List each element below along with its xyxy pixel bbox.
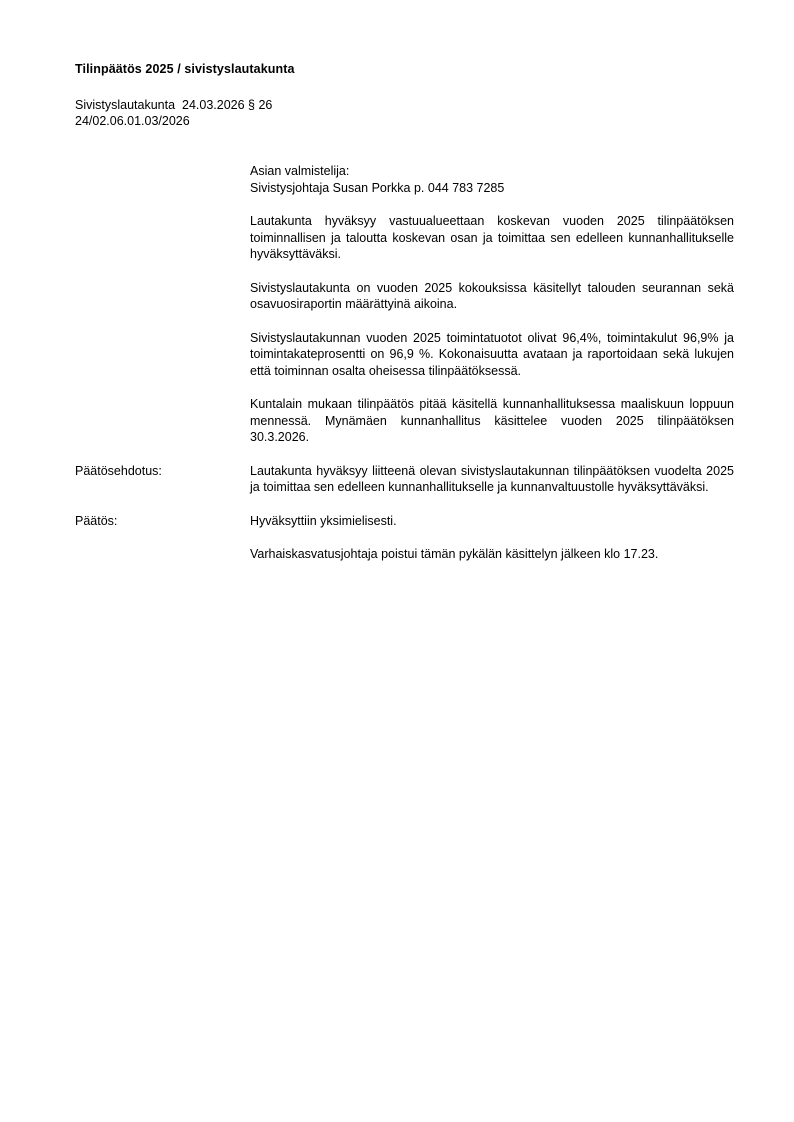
preparer-block — [250, 163, 734, 196]
paragraph: Varhaiskasvatusjohtaja poistui tämän pykälän käsittelyn jälkeen klo 17.23. — [250, 547, 659, 561]
preparer-row — [75, 163, 734, 196]
paragraph: Sivistyslautakunta on vuoden 2025 kokouksissa käsitellyt talouden seurannan sekä osavuosiraportin määrättyinä aikoina. — [250, 280, 734, 311]
meeting-body-and-date: Sivistyslautakunta 24.03.2026 § 26 — [75, 98, 273, 112]
decision-proposal-label: Päätösehdotus: — [75, 463, 162, 478]
meeting-reference: 24/02.06.01.03/2026 — [75, 113, 190, 128]
intro-paragraphs — [250, 213, 734, 446]
preparer-heading: Asian valmistelija: — [250, 164, 350, 178]
preparer-line: Sivistysjohtaja Susan Porkka p. 044 783 7285 — [250, 180, 505, 195]
decision-proposal-text — [250, 463, 734, 496]
decision-label: Päätös: — [75, 513, 118, 528]
paragraph: Kuntalain mukaan tilinpäätös pitää käsitellä kunnanhallituksessa maaliskuun loppuun mennessä. Mynämäen kunnanhallitus käsittelee vuoden 2025 tilinpäätöksen 30.3.2026. — [250, 397, 734, 444]
decision-text — [250, 513, 734, 563]
paragraph: Sivistyslautakunnan vuoden 2025 toimintatuotot olivat 96,4%, toimintakulut 96,9% ja toimintakateprosentti on 96,9 %. Kokonaisuutta avataan ja raportoidaan sekä lukujen että toiminnan osalta oheisessa tilinpäätöksessä. — [250, 330, 734, 378]
intro-paragraphs-row — [75, 213, 734, 446]
meeting-meta — [75, 98, 734, 129]
paragraph: Lautakunta hyväksyy liitteenä olevan sivistyslautakunnan tilinpäätöksen vuodelta 2025 ja toimittaa sen edelleen kunnanhallitukselle ja kunnanvaltuustolle hyväksyttäväksi. — [250, 463, 734, 494]
paragraph: Hyväksyttiin yksimielisesti. — [250, 513, 397, 528]
decision-row — [75, 513, 734, 563]
decision-proposal-row — [75, 463, 734, 496]
paragraph: Lautakunta hyväksyy vastuualueettaan koskevan vuoden 2025 tilinpäätöksen toiminnallisen ja taloutta koskevan osan ja toimittaa sen edelleen kunnanhallitukselle hyväksyttäväksi. — [250, 214, 734, 261]
page-title: Tilinpäätös 2025 / sivistyslautakunta — [75, 62, 295, 76]
